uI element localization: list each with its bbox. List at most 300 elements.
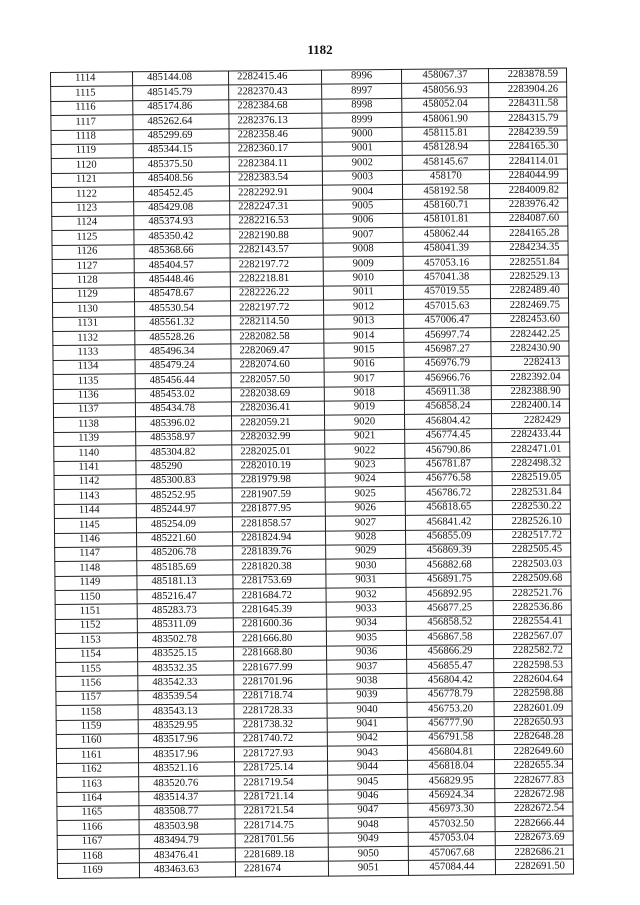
y-coordinate-right: 2282400.14 [491, 399, 569, 414]
point-id-left: 1149 [55, 575, 137, 590]
point-id-left: 1156 [56, 676, 138, 691]
point-id-right: 9035 [326, 631, 406, 646]
y-coordinate-left: 2281719.54 [235, 775, 328, 790]
x-coordinate-left: 483521.16 [139, 762, 235, 777]
y-coordinate-right: 2282413 [491, 356, 569, 371]
y-coordinate-left: 2282010.19 [232, 459, 325, 474]
x-coordinate-right: 456855.47 [407, 659, 494, 674]
y-coordinate-right: 2282430.90 [491, 341, 569, 356]
point-id-left: 1145 [54, 518, 136, 533]
point-id-left: 1139 [54, 432, 136, 447]
point-id-left: 1157 [56, 691, 138, 706]
x-coordinate-right: 456781.87 [405, 457, 492, 472]
point-id-left: 1167 [57, 834, 139, 849]
y-coordinate-right: 2284114.01 [489, 154, 567, 169]
y-coordinate-left: 2282143.57 [230, 243, 323, 258]
point-id-right: 9009 [323, 257, 403, 272]
point-id-right: 9007 [323, 228, 403, 243]
point-id-left: 1131 [53, 316, 135, 331]
point-id-left: 1153 [55, 633, 137, 648]
x-coordinate-right: 458056.93 [402, 83, 489, 98]
y-coordinate-right: 2282691.50 [495, 859, 573, 874]
point-id-right: 9014 [324, 328, 404, 343]
x-coordinate-right: 458041.39 [403, 241, 490, 256]
point-id-right: 9002 [322, 156, 402, 171]
y-coordinate-right: 2282530.22 [492, 500, 570, 515]
y-coordinate-right: 2284239.59 [489, 126, 567, 141]
y-coordinate-right: 2284009.82 [489, 183, 567, 198]
y-coordinate-right: 2282666.44 [495, 816, 573, 831]
point-id-right: 9015 [324, 343, 404, 358]
x-coordinate-left: 485145.79 [133, 85, 229, 100]
x-coordinate-left: 485530.54 [135, 301, 231, 316]
y-coordinate-left: 2281677.99 [234, 660, 327, 675]
y-coordinate-right: 2282686.21 [495, 845, 573, 860]
point-id-left: 1142 [54, 475, 136, 490]
x-coordinate-left: 485396.02 [136, 416, 232, 431]
x-coordinate-left: 485216.47 [137, 589, 233, 604]
point-id-right: 9039 [327, 688, 407, 703]
point-id-left: 1162 [57, 763, 139, 778]
point-id-right: 9040 [327, 703, 407, 718]
x-coordinate-right: 457019.55 [403, 285, 490, 300]
x-coordinate-left: 483494.79 [139, 834, 235, 849]
y-coordinate-left: 2281725.14 [235, 761, 328, 776]
x-coordinate-right: 456778.79 [407, 687, 494, 702]
x-coordinate-left: 485453.02 [135, 388, 231, 403]
point-id-right: 9051 [328, 861, 408, 876]
y-coordinate-right: 2282598.88 [494, 687, 572, 702]
point-id-right: 9037 [327, 659, 407, 674]
x-coordinate-right: 456924.34 [408, 788, 495, 803]
x-coordinate-right: 456987.27 [404, 342, 491, 357]
x-coordinate-right: 456841.42 [405, 515, 492, 530]
x-coordinate-right: 456818.04 [408, 759, 495, 774]
x-coordinate-right: 456976.79 [404, 356, 491, 371]
x-coordinate-left: 485528.26 [135, 330, 231, 345]
y-coordinate-left: 2281820.38 [233, 559, 326, 574]
x-coordinate-left: 485252.95 [136, 488, 232, 503]
y-coordinate-right: 2282388.90 [491, 385, 569, 400]
x-coordinate-right: 457041.38 [403, 270, 490, 285]
y-coordinate-left: 2281701.96 [234, 675, 327, 690]
point-id-left: 1138 [54, 417, 136, 432]
y-coordinate-right: 2282536.86 [493, 600, 571, 615]
y-coordinate-right: 2282677.83 [495, 773, 573, 788]
x-coordinate-left: 485221.60 [137, 531, 233, 546]
x-coordinate-left: 485144.08 [133, 71, 229, 86]
point-id-right: 9005 [323, 199, 403, 214]
point-id-left: 1125 [52, 230, 134, 245]
x-coordinate-left: 485456.44 [135, 373, 231, 388]
y-coordinate-left: 2281858.57 [232, 516, 325, 531]
y-coordinate-left: 2282370.43 [229, 85, 322, 100]
point-id-right: 8997 [322, 84, 402, 99]
x-coordinate-left: 485311.09 [137, 618, 233, 633]
x-coordinate-left: 483543.13 [138, 704, 234, 719]
point-id-left: 1146 [55, 532, 137, 547]
point-id-right: 9030 [326, 559, 406, 574]
x-coordinate-right: 456786.72 [405, 486, 492, 501]
point-id-left: 1120 [51, 158, 133, 173]
y-coordinate-right: 2282471.01 [492, 442, 570, 457]
y-coordinate-right: 2282529.13 [490, 269, 568, 284]
x-coordinate-left: 485185.69 [137, 560, 233, 575]
point-id-right: 9021 [325, 429, 405, 444]
y-coordinate-right: 2282509.68 [493, 572, 571, 587]
x-coordinate-left: 485304.82 [136, 445, 232, 460]
y-coordinate-left: 2281979.98 [232, 473, 325, 488]
x-coordinate-right: 457006.47 [404, 313, 491, 328]
y-coordinate-right: 2284165.30 [489, 140, 567, 155]
point-id-right: 9000 [322, 127, 402, 142]
point-id-left: 1152 [55, 619, 137, 634]
point-id-right: 9034 [326, 616, 406, 631]
point-id-right: 9048 [328, 818, 408, 833]
point-id-right: 8999 [322, 113, 402, 128]
point-id-left: 1155 [56, 662, 138, 677]
x-coordinate-right: 458115.81 [402, 126, 489, 141]
x-coordinate-left: 485375.50 [133, 157, 229, 172]
coordinate-table-wrapper [50, 67, 573, 878]
point-id-left: 1129 [52, 288, 134, 303]
x-coordinate-right: 456867.58 [406, 630, 493, 645]
y-coordinate-right: 2282598.53 [494, 658, 572, 673]
point-id-right: 9031 [326, 573, 406, 588]
y-coordinate-left: 2282415.46 [228, 70, 321, 85]
x-coordinate-right: 456804.42 [405, 414, 492, 429]
x-coordinate-left: 485434.78 [135, 402, 231, 417]
point-id-right: 9043 [327, 746, 407, 761]
x-coordinate-right: 456858.52 [406, 615, 493, 630]
y-coordinate-right: 2283976.42 [490, 198, 568, 213]
y-coordinate-left: 2282036.41 [231, 401, 324, 416]
point-id-right: 9018 [324, 386, 404, 401]
x-coordinate-left: 483539.54 [138, 690, 234, 705]
point-id-right: 9027 [325, 516, 405, 531]
point-id-right: 9047 [328, 803, 408, 818]
y-coordinate-right: 2282498.32 [492, 457, 570, 472]
y-coordinate-left: 2281718.74 [234, 689, 327, 704]
point-id-right: 9046 [328, 789, 408, 804]
page-number: 1182 [307, 42, 333, 57]
y-coordinate-right: 2284234.35 [490, 241, 568, 256]
x-coordinate-right: 456818.65 [405, 500, 492, 515]
x-coordinate-right: 456997.74 [404, 328, 491, 343]
x-coordinate-right: 456777.90 [407, 716, 494, 731]
y-coordinate-left: 2281674 [235, 862, 328, 877]
point-id-left: 1128 [52, 273, 134, 288]
x-coordinate-right: 458128.94 [402, 141, 489, 156]
point-id-right: 9026 [325, 501, 405, 516]
y-coordinate-right: 2282392.04 [491, 370, 569, 385]
x-coordinate-left: 483517.96 [138, 747, 234, 762]
x-coordinate-left: 485358.97 [136, 431, 232, 446]
point-id-right: 9041 [327, 717, 407, 732]
point-id-right: 9049 [328, 832, 408, 847]
y-coordinate-left: 2281668.80 [234, 646, 327, 661]
point-id-right: 9008 [323, 242, 403, 257]
x-coordinate-left: 483508.77 [139, 805, 235, 820]
x-coordinate-left: 485429.08 [134, 200, 230, 215]
x-coordinate-left: 485561.32 [135, 316, 231, 331]
y-coordinate-left: 2281738.32 [234, 718, 327, 733]
point-id-right: 9024 [325, 472, 405, 487]
y-coordinate-left: 2281753.69 [233, 574, 326, 589]
y-coordinate-left: 2281877.95 [232, 502, 325, 517]
x-coordinate-left: 483529.95 [138, 718, 234, 733]
y-coordinate-right: 2282673.69 [495, 831, 573, 846]
y-coordinate-left: 2281824.94 [233, 531, 326, 546]
point-id-left: 1122 [52, 187, 134, 202]
x-coordinate-right: 456829.95 [408, 774, 495, 789]
point-id-left: 1126 [52, 244, 134, 259]
y-coordinate-right: 2282582.72 [494, 644, 572, 659]
x-coordinate-right: 458062.44 [403, 227, 490, 242]
x-coordinate-left: 485206.78 [137, 546, 233, 561]
y-coordinate-left: 2282059.21 [232, 415, 325, 430]
x-coordinate-right: 457015.63 [404, 299, 491, 314]
point-id-left: 1160 [56, 734, 138, 749]
y-coordinate-right: 2282567.07 [493, 629, 571, 644]
point-id-left: 1159 [56, 719, 138, 734]
x-coordinate-left: 485448.46 [134, 272, 230, 287]
y-coordinate-left: 2282197.72 [231, 300, 324, 315]
point-id-right: 9006 [323, 213, 403, 228]
point-id-left: 1124 [52, 216, 134, 231]
x-coordinate-left: 485174.86 [133, 100, 229, 115]
point-id-right: 9032 [326, 587, 406, 602]
y-coordinate-left: 2282376.13 [229, 113, 322, 128]
point-id-left: 1133 [53, 345, 135, 360]
x-coordinate-right: 457053.16 [403, 256, 490, 271]
x-coordinate-left: 485181.13 [137, 575, 233, 590]
x-coordinate-left: 483502.78 [137, 632, 233, 647]
y-coordinate-left: 2282074.60 [231, 358, 324, 373]
y-coordinate-left: 2282082.58 [231, 329, 324, 344]
x-coordinate-left: 483520.76 [139, 776, 235, 791]
y-coordinate-right: 2282519.05 [492, 471, 570, 486]
x-coordinate-right: 458192.58 [402, 184, 489, 199]
point-id-right: 9036 [327, 645, 407, 660]
point-id-left: 1144 [54, 503, 136, 518]
x-coordinate-right: 456804.42 [407, 673, 494, 688]
point-id-right: 9022 [325, 444, 405, 459]
x-coordinate-left: 485404.57 [134, 258, 230, 273]
x-coordinate-right: 456855.09 [406, 529, 493, 544]
x-coordinate-right: 456892.95 [406, 587, 493, 602]
x-coordinate-right: 456882.68 [406, 558, 493, 573]
point-id-right: 9019 [324, 400, 404, 415]
y-coordinate-left: 2282292.91 [230, 185, 323, 200]
x-coordinate-right: 458061.90 [402, 112, 489, 127]
y-coordinate-left: 2282384.68 [229, 99, 322, 114]
x-coordinate-left: 485368.66 [134, 244, 230, 259]
point-id-right: 9050 [328, 846, 408, 861]
point-id-left: 1134 [53, 360, 135, 375]
point-id-right: 9011 [323, 285, 403, 300]
point-id-left: 1132 [53, 331, 135, 346]
x-coordinate-right: 456791.58 [407, 731, 494, 746]
point-id-left: 1119 [51, 144, 133, 159]
x-coordinate-left: 485452.45 [134, 186, 230, 201]
point-id-right: 9038 [327, 674, 407, 689]
x-coordinate-right: 458067.37 [401, 69, 488, 84]
y-coordinate-right: 2282531.84 [492, 485, 570, 500]
coordinate-table [50, 67, 574, 878]
x-coordinate-left: 485300.83 [136, 474, 232, 489]
point-id-left: 1130 [53, 302, 135, 317]
y-coordinate-right: 2282648.28 [494, 730, 572, 745]
y-coordinate-right: 2282429 [492, 413, 570, 428]
point-id-left: 1165 [57, 806, 139, 821]
x-coordinate-left: 483517.96 [138, 733, 234, 748]
y-coordinate-right: 2282453.60 [491, 313, 569, 328]
x-coordinate-left: 483532.35 [138, 661, 234, 676]
coordinate-table-body [51, 68, 574, 878]
x-coordinate-left: 485350.42 [134, 229, 230, 244]
y-coordinate-left: 2282069.47 [231, 344, 324, 359]
x-coordinate-right: 456776.58 [405, 472, 492, 487]
y-coordinate-right: 2282526.10 [492, 514, 570, 529]
point-id-left: 1121 [51, 173, 133, 188]
y-coordinate-left: 2282358.46 [229, 128, 322, 143]
point-id-left: 1118 [51, 129, 133, 144]
y-coordinate-left: 2282383.54 [229, 171, 322, 186]
x-coordinate-right: 456858.24 [404, 400, 491, 415]
y-coordinate-right: 2282554.41 [493, 615, 571, 630]
point-id-left: 1150 [55, 590, 137, 605]
y-coordinate-right: 2282517.72 [493, 528, 571, 543]
y-coordinate-right: 2282672.54 [495, 802, 573, 817]
point-id-right: 9020 [325, 415, 405, 430]
y-coordinate-right: 2283878.59 [488, 68, 566, 83]
point-id-right: 9042 [327, 731, 407, 746]
point-id-left: 1137 [53, 403, 135, 418]
point-id-left: 1147 [55, 547, 137, 562]
x-coordinate-left: 485374.93 [134, 215, 230, 230]
x-coordinate-right: 458170 [402, 169, 489, 184]
point-id-right: 9029 [326, 544, 406, 559]
y-coordinate-left: 2282032.99 [232, 430, 325, 445]
point-id-right: 9010 [323, 271, 403, 286]
point-id-left: 1143 [54, 489, 136, 504]
point-id-left: 1161 [56, 748, 138, 763]
point-id-right: 9044 [328, 760, 408, 775]
x-coordinate-right: 458052.04 [402, 97, 489, 112]
y-coordinate-left: 2282216.53 [230, 214, 323, 229]
point-id-left: 1116 [51, 101, 133, 116]
point-id-left: 1135 [53, 374, 135, 389]
point-id-right: 9017 [324, 372, 404, 387]
point-id-left: 1164 [57, 791, 139, 806]
y-coordinate-left: 2281721.14 [235, 790, 328, 805]
y-coordinate-right: 2284087.60 [490, 212, 568, 227]
point-id-left: 1115 [51, 86, 133, 101]
point-id-right: 9012 [324, 300, 404, 315]
y-coordinate-left: 2282197.72 [230, 257, 323, 272]
y-coordinate-right: 2282433.44 [492, 428, 570, 443]
x-coordinate-left: 485290 [136, 459, 232, 474]
x-coordinate-left: 485244.97 [136, 503, 232, 518]
x-coordinate-left: 485299.69 [133, 129, 229, 144]
x-coordinate-right: 456774.45 [405, 428, 492, 443]
y-coordinate-right: 2284311.58 [489, 97, 567, 112]
y-coordinate-left: 2282038.69 [231, 387, 324, 402]
y-coordinate-left: 2281740.72 [234, 732, 327, 747]
point-id-left: 1151 [55, 604, 137, 619]
y-coordinate-left: 2281689.18 [235, 847, 328, 862]
x-coordinate-left: 485344.15 [133, 143, 229, 158]
y-coordinate-left: 2282190.88 [230, 228, 323, 243]
x-coordinate-left: 483463.63 [139, 862, 235, 877]
point-id-right: 8998 [322, 98, 402, 113]
y-coordinate-left: 2281907.59 [232, 487, 325, 502]
x-coordinate-right: 456790.86 [405, 443, 492, 458]
x-coordinate-right: 456753.20 [407, 702, 494, 717]
y-coordinate-left: 2281728.33 [234, 703, 327, 718]
point-id-left: 1148 [55, 561, 137, 576]
y-coordinate-left: 2281839.76 [233, 545, 326, 560]
point-id-right: 9001 [322, 141, 402, 156]
x-coordinate-right: 458101.81 [403, 213, 490, 228]
point-id-left: 1117 [51, 115, 133, 130]
x-coordinate-left: 483514.37 [139, 790, 235, 805]
y-coordinate-left: 2281714.75 [235, 818, 328, 833]
point-id-left: 1136 [53, 388, 135, 403]
x-coordinate-right: 456869.39 [406, 544, 493, 559]
point-id-left: 1127 [52, 259, 134, 274]
x-coordinate-left: 485408.56 [133, 172, 229, 187]
x-coordinate-right: 456973.30 [408, 803, 495, 818]
x-coordinate-left: 485262.64 [133, 114, 229, 129]
x-coordinate-left: 485496.34 [135, 344, 231, 359]
point-id-right: 9004 [322, 185, 402, 200]
point-id-left: 1158 [56, 705, 138, 720]
y-coordinate-right: 2284044.99 [489, 169, 567, 184]
y-coordinate-right: 2282551.84 [490, 255, 568, 270]
x-coordinate-left: 483525.15 [138, 647, 234, 662]
x-coordinate-right: 457053.04 [408, 831, 495, 846]
point-id-right: 9013 [324, 314, 404, 329]
y-coordinate-left: 2281721.54 [235, 804, 328, 819]
point-id-right: 8996 [321, 69, 401, 84]
y-coordinate-right: 2284315.79 [489, 111, 567, 126]
x-coordinate-left: 483476.41 [139, 848, 235, 863]
x-coordinate-right: 458160.71 [403, 198, 490, 213]
x-coordinate-right: 457032.50 [408, 817, 495, 832]
y-coordinate-left: 2282384.11 [229, 156, 322, 171]
y-coordinate-right: 2282442.25 [491, 327, 569, 342]
point-id-left: 1140 [54, 446, 136, 461]
y-coordinate-right: 2282650.93 [494, 716, 572, 731]
x-coordinate-right: 456966.76 [404, 371, 491, 386]
point-id-right: 9003 [322, 170, 402, 185]
x-coordinate-right: 456866.29 [407, 644, 494, 659]
point-id-left: 1141 [54, 460, 136, 475]
point-id-left: 1114 [51, 72, 133, 87]
y-coordinate-left: 2282114.50 [231, 315, 324, 330]
y-coordinate-right: 2284165.28 [490, 226, 568, 241]
y-coordinate-left: 2281684.72 [233, 588, 326, 603]
x-coordinate-right: 457067.68 [408, 846, 495, 861]
point-id-left: 1168 [57, 849, 139, 864]
y-coordinate-left: 2281645.39 [233, 603, 326, 618]
x-coordinate-right: 458145.67 [402, 155, 489, 170]
y-coordinate-right: 2282672.98 [495, 787, 573, 802]
y-coordinate-right: 2282505.45 [493, 543, 571, 558]
point-id-left: 1154 [56, 647, 138, 662]
